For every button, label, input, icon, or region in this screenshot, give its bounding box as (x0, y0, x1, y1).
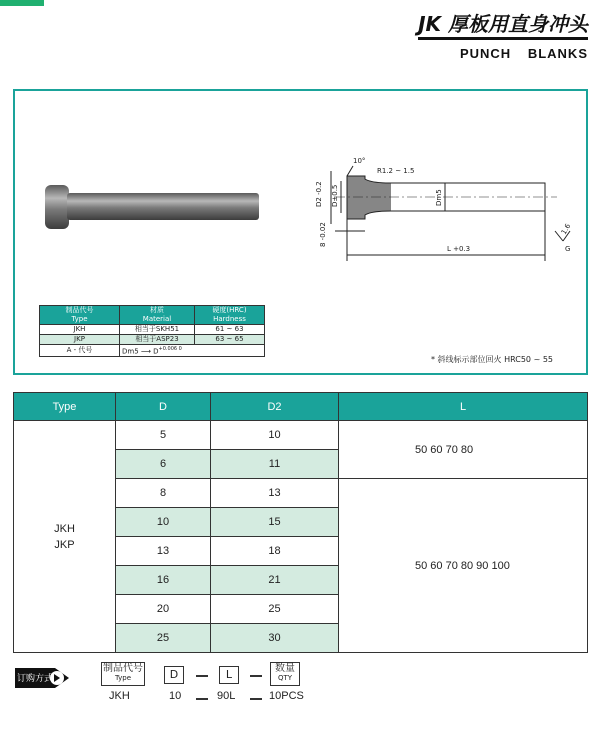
cell-d: 6 (116, 450, 211, 479)
order-dash (196, 675, 208, 677)
cell-l: 50 60 70 80 (339, 421, 588, 479)
dm-label: Dm5 (435, 189, 443, 206)
cell-d: 16 (116, 566, 211, 595)
type-cell: JKH JKP (14, 421, 116, 653)
cell-d: 5 (116, 421, 211, 450)
technical-drawing (295, 151, 575, 271)
order-d-box: D (164, 666, 184, 684)
order-dash (196, 698, 208, 700)
order-dash (250, 675, 262, 677)
finish-label: 1.6 (559, 222, 573, 236)
material-table-header (40, 306, 265, 325)
subtitle-word: PUNCH (459, 46, 512, 61)
finish-g-label: G (565, 245, 571, 253)
order-example-type: JKH (109, 690, 130, 702)
order-qty-box: 数量 QTY (270, 662, 300, 686)
angle-label: 10° (353, 157, 366, 165)
cell-code-text: Dm5 ⟶ $D^{+0.006 0}$ (120, 345, 265, 357)
order-example-qty: 10PCS (269, 690, 304, 702)
order-l-box: L (219, 666, 239, 684)
dimension-table-header (14, 393, 588, 421)
d2-label: D2 -0.2 (315, 181, 323, 207)
order-example (13, 658, 413, 708)
cell-code-label: A - 代号 (40, 345, 120, 357)
header-d: D (116, 393, 211, 421)
cell-d2: 11 (211, 450, 339, 479)
cell-d: 25 (116, 624, 211, 653)
order-example-d: 10 (169, 690, 182, 702)
cell-d: 13 (116, 537, 211, 566)
order-type-box: 制品代号 Type (101, 662, 145, 686)
cell-d: 20 (116, 595, 211, 624)
d-tol-label: D±0.5 (331, 184, 339, 207)
order-badge-label: 订购方式 (17, 674, 54, 684)
cell-hardness: 61 ~ 63 (195, 325, 265, 335)
cell-d: 8 (116, 479, 211, 508)
cell-material: 相当于SKH51 (120, 325, 195, 335)
cell-d2: 13 (211, 479, 339, 508)
cell-d2: 30 (211, 624, 339, 653)
title-underline (418, 37, 588, 40)
cell-type: JKP (40, 335, 120, 345)
cell-hardness: 63 ~ 65 (195, 335, 265, 345)
header-type: 制品代号 Type (40, 306, 120, 325)
order-example-l: 90L (217, 690, 236, 702)
cell-d: 10 (116, 508, 211, 537)
dimension-table (13, 392, 588, 653)
radius-label: R1.2 ~ 1.5 (377, 167, 415, 175)
table-row (14, 421, 588, 450)
punch-photo (40, 181, 265, 233)
header-d2: D2 (211, 393, 339, 421)
page-subtitle (448, 46, 588, 61)
cell-d2: 21 (211, 566, 339, 595)
cell-type: JKH (40, 325, 120, 335)
cell-l: 50 60 70 80 90 100 (339, 479, 588, 653)
head-thickness-label: 8 -0.02 (319, 222, 327, 247)
length-label: L +0.3 (447, 245, 471, 253)
material-row (40, 325, 265, 335)
cell-d2: 10 (211, 421, 339, 450)
header-hardness: 硬度(HRC) Hardness (195, 306, 265, 325)
cell-d2: 18 (211, 537, 339, 566)
header-type: Type (14, 393, 116, 421)
page-title: JK 厚板用直身冲头 (418, 12, 588, 36)
cell-d2: 25 (211, 595, 339, 624)
order-dash (250, 698, 262, 700)
hardness-note: * 斜线标示部位回火 HRC50 ~ 55 (431, 355, 553, 364)
cell-d2: 15 (211, 508, 339, 537)
material-row (40, 335, 265, 345)
subtitle-word: BLANKS (527, 46, 588, 61)
material-code-row (40, 345, 265, 357)
brand-corner-mark (0, 0, 44, 6)
material-table (39, 305, 265, 357)
cell-material: 相当于ASP23 (120, 335, 195, 345)
header-l: L (339, 393, 588, 421)
header-material: 材质 Material (120, 306, 195, 325)
product-figure-panel (13, 89, 588, 375)
